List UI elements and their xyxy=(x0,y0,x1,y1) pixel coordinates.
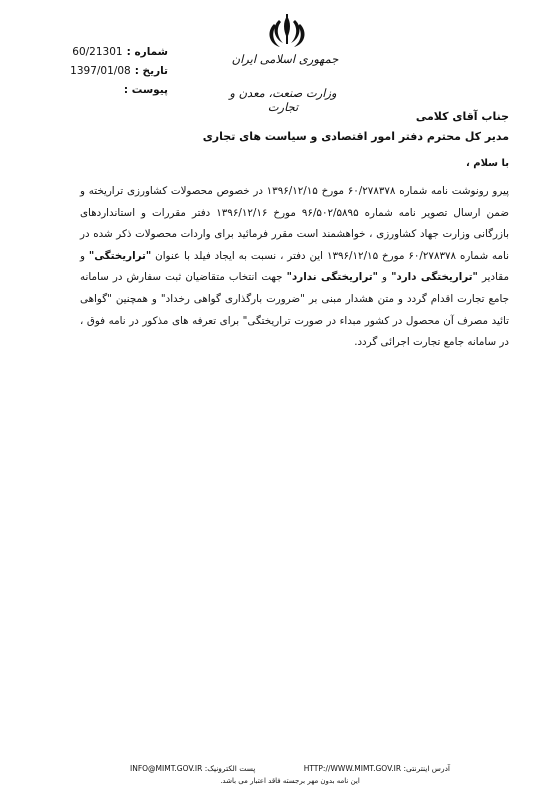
letter-metadata xyxy=(58,43,168,100)
letter-attachment-row xyxy=(58,81,168,100)
letter-attachment-label: پیوست : xyxy=(123,84,168,96)
footer-email-value: INFO@MIMT.GOV.IR xyxy=(130,764,203,773)
letter-date-value: 1397/01/08 xyxy=(70,65,131,77)
footer-email xyxy=(130,762,255,775)
body-text-part1: پیرو رونوشت نامه شماره ۶۰/۲۷۸۳۷۸ مورخ ۱۳۹۶/۱۲/۱۵ در خصوص محصولات کشاورزی تراریخته و ضمن ارسال تصویر نامه شماره ۹۶/۵۰۲/۵۸۹۵ مورخ ۱۳۹۶/۱۲/۱۶ دفتر مقررات و استانداردهای بازرگانی وزارت جهاد کشاورزی ، خواهشمند است مقرر فرمائید برای واردات محصولات ذکر شده در نامه شماره ۶۰/۲۷۸۳۷۸ مورخ ۱۳۹۶/۱۲/۱۵ این دفتر ، نسبت به ایجاد فیلد با عنوان xyxy=(80,185,510,262)
ministry-title: وزارت صنعت، معدن و تجارت xyxy=(229,86,337,114)
iran-emblem-icon xyxy=(262,12,312,52)
letter-body xyxy=(80,181,509,354)
body-bold-value-yes: "تراریختگی دارد" xyxy=(391,271,478,284)
letter-footer xyxy=(130,762,450,788)
greeting: با سلام ، xyxy=(465,158,509,169)
footer-website xyxy=(304,762,450,775)
body-text-part4: جهت انتخاب متقاضیان ثبت سفارش در سامانه جامع تجارت اقدام گردد و متن هشدار مبنی بر "ضرورت بارگذاری گواهی رخداد" و همچنین "گواهی تائید مصرف آن محصول در کشور مبداء در صورت تراریختگی" برای تعرفه های مذکور در نامه فوق ، در سامانه جامع تجارت اجرائی گردد. xyxy=(80,271,509,349)
letter-number-row xyxy=(58,43,168,62)
letter-date-row xyxy=(58,62,168,81)
footer-website-value: HTTP://WWW.MIMT.GOV.IR xyxy=(303,764,402,773)
body-text-part2: و مقادیر xyxy=(80,249,509,284)
addressee-name: جناب آقای کلامی xyxy=(415,110,509,123)
body-bold-value-no: "تراریختگی ندارد" xyxy=(286,271,378,284)
footer-email-label: پست الکترونیک: xyxy=(204,764,256,773)
addressee-title: مدیر کل محترم دفتر امور اقتصادی و سیاست های تجاری xyxy=(202,130,509,143)
letter-number-value: 60/21301 xyxy=(72,46,123,58)
footer-website-label: آدرس اینترنتی: xyxy=(403,764,450,773)
letter-number-label: شماره : xyxy=(126,46,168,58)
addressee xyxy=(203,107,509,147)
footer-contact-line xyxy=(130,762,450,775)
footer-notice: این نامه بدون مهر برجسته فاقد اعتبار می باشد. xyxy=(220,777,360,785)
body-bold-field-name: "تراریختگی" xyxy=(88,249,152,262)
letter-date-label: تاریخ : xyxy=(134,65,168,77)
republic-title: جمهوری اسلامی ایران xyxy=(231,52,339,66)
body-text-part3: و xyxy=(377,271,392,284)
